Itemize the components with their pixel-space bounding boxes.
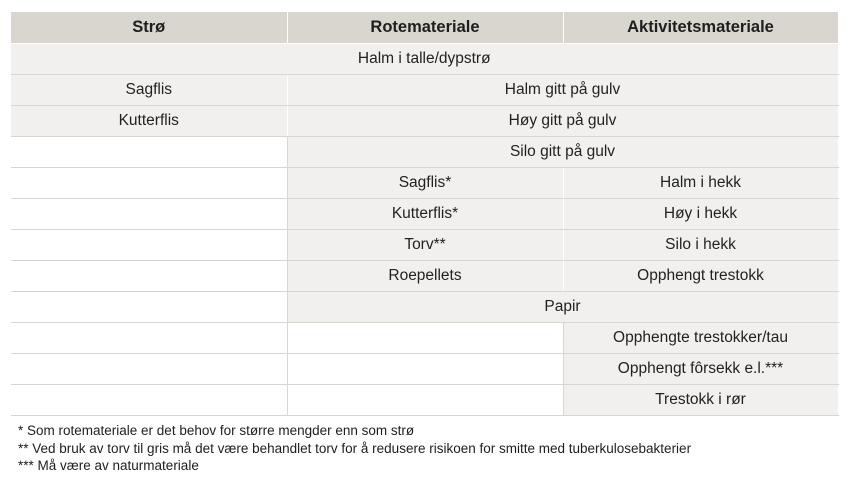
- column-header-aktivitetsmateriale: Aktivitetsmateriale: [563, 12, 838, 44]
- table-cell-span-all: Halm i talle/dypstrø: [11, 44, 838, 75]
- table-cell-stro: [11, 385, 287, 416]
- table-row: [11, 137, 838, 168]
- table-cell-span-rote-aktivitet: Halm gitt på gulv: [287, 75, 838, 106]
- table-cell-stro: [11, 323, 287, 354]
- footnote-3: *** Må være av naturmateriale: [18, 458, 199, 473]
- table-cell-span-rote-aktivitet: Silo gitt på gulv: [287, 137, 838, 168]
- table-cell-span-rote-aktivitet: Høy gitt på gulv: [287, 106, 838, 137]
- table-cell-stro: [11, 261, 287, 292]
- table-row: [11, 261, 838, 292]
- table-row: [11, 44, 838, 75]
- table-row: [11, 106, 838, 137]
- table-cell-rotemateriale: Kutterflis*: [287, 199, 563, 230]
- table-cell-stro: [11, 354, 287, 385]
- table-cell-aktivitetsmateriale: Silo i hekk: [563, 230, 838, 261]
- table-row: [11, 199, 838, 230]
- table-cell-aktivitetsmateriale: Høy i hekk: [563, 199, 838, 230]
- table-cell-stro: [11, 137, 287, 168]
- footnote-2: ** Ved bruk av torv til gris må det være behandlet torv for å redusere risikoen for smitte med tuberkulosebakterier: [18, 440, 692, 456]
- table-row: [11, 75, 838, 106]
- table-cell-aktivitetsmateriale: Opphengt trestokk: [563, 261, 838, 292]
- table-cell-rotemateriale: Torv**: [287, 230, 563, 261]
- table-cell-stro: Sagflis: [11, 75, 287, 106]
- table-cell-aktivitetsmateriale: Halm i hekk: [563, 168, 838, 199]
- table-cell-stro: [11, 168, 287, 199]
- table-cell-stro: [11, 230, 287, 261]
- column-header-stro: Strø: [11, 12, 287, 44]
- table-cell-aktivitetsmateriale: Trestokk i rør: [563, 385, 838, 416]
- table-cell-aktivitetsmateriale: Opphengt fôrsekk e.l.***: [563, 354, 838, 385]
- table-cell-aktivitetsmateriale: Opphengte trestokker/tau: [563, 323, 838, 354]
- table-row: [11, 230, 838, 261]
- table-cell-rotemateriale: [287, 385, 563, 416]
- table-cell-stro: Kutterflis: [11, 106, 287, 137]
- footnotes: [18, 422, 838, 475]
- table-row: [11, 385, 838, 416]
- materials-table: [11, 12, 839, 416]
- table-cell-stro: [11, 199, 287, 230]
- table-row: [11, 354, 838, 385]
- table-header-row: [11, 12, 838, 44]
- table-row: [11, 292, 838, 323]
- table-cell-rotemateriale: [287, 354, 563, 385]
- column-header-rotemateriale: Rotemateriale: [287, 12, 563, 44]
- footnote-1: * Som rotemateriale er det behov for større mengder enn som strø: [18, 423, 415, 438]
- table-cell-rotemateriale: [287, 323, 563, 354]
- table-cell-span-rote-aktivitet: Papir: [287, 292, 838, 323]
- table-row: [11, 168, 838, 199]
- table-cell-stro: [11, 292, 287, 323]
- table-row: [11, 323, 838, 354]
- table-cell-rotemateriale: Roepellets: [287, 261, 563, 292]
- table-cell-rotemateriale: Sagflis*: [287, 168, 563, 199]
